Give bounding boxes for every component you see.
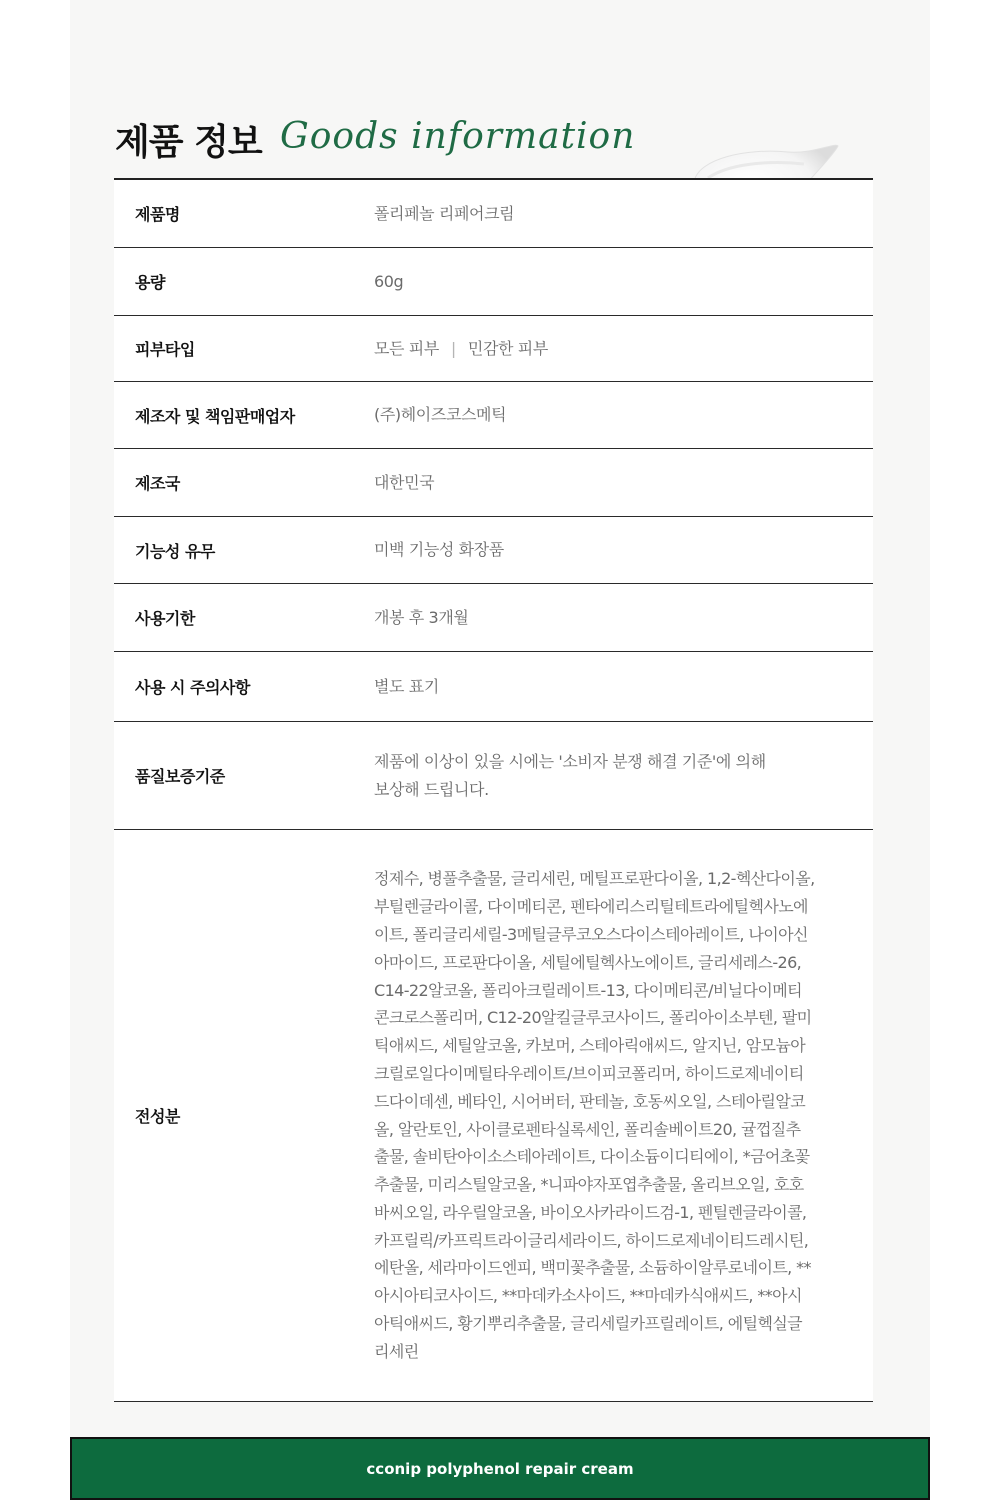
row-precautions <box>114 652 873 722</box>
row-ingredients <box>114 830 873 1402</box>
row-quality-guarantee <box>114 722 873 830</box>
row-label: 제품명 <box>135 205 180 224</box>
row-country <box>114 449 873 517</box>
row-label: 피부타입 <box>135 340 195 359</box>
ingredient-line: 바씨오일, 라우릴알코올, 바이오사카라이드검-1, 펜틸렌글라이콜, <box>374 1202 807 1222</box>
row-value: 60g <box>374 271 404 291</box>
product-info-table <box>114 178 873 1402</box>
ingredient-line: 추출물, 미리스틸알코올, *니파야자포엽추출물, 올리브오일, 호호 <box>374 1175 804 1195</box>
ingredient-line: 크릴로일다이메틸타우레이트/브이피코폴리머, 하이드로제네이티 <box>374 1063 804 1083</box>
ingredient-line: 카프릴릭/카프릭트라이글리세라이드, 하이드로제네이티드레시틴, <box>374 1230 809 1250</box>
ingredient-line: C14-22알코올, 폴리아크릴레이트-13, 다이메티콘/비닐다이메티 <box>374 980 802 1000</box>
ingredients-list <box>374 865 873 1365</box>
footer-product-name: cconip polyphenol repair cream <box>366 1459 634 1478</box>
value-line: 보상해 드립니다. <box>374 779 489 799</box>
row-label: 기능성 유무 <box>135 541 215 561</box>
divider: | <box>450 338 456 358</box>
ingredient-line: 아틱애씨드, 황기뿌리추출물, 글리세릴카프릴레이트, 에틸헥실글 <box>374 1314 803 1334</box>
ingredient-line: 이트, 폴리글리세릴-3메틸글루코오스다이스테아레이트, 나이아신 <box>374 924 808 944</box>
row-value: 별도 표기 <box>374 676 439 696</box>
row-expiry <box>114 584 873 652</box>
row-value <box>374 748 873 804</box>
row-value: 미백 기능성 화장품 <box>374 540 504 559</box>
row-value: 대한민국 <box>374 472 435 492</box>
section-heading <box>115 102 636 166</box>
row-label: 전성분 <box>135 1107 180 1126</box>
skin-type-b: 민감한 피부 <box>467 338 548 358</box>
row-manufacturer <box>114 382 873 449</box>
heading-title: 제품 정보 <box>115 122 262 163</box>
row-functional <box>114 517 873 584</box>
heading-script-title <box>276 102 636 172</box>
row-label: 사용기한 <box>135 609 195 628</box>
row-label: 품질보증기준 <box>135 767 225 786</box>
ingredient-line: 틱애씨드, 세틸알코올, 카보머, 스테아릭애씨드, 알지닌, 암모늄아 <box>374 1036 806 1056</box>
row-volume <box>114 248 873 316</box>
row-value: (주)헤이즈코스메틱 <box>374 405 507 424</box>
skin-type-a: 모든 피부 <box>374 338 439 358</box>
row-label: 사용 시 주의사항 <box>135 678 250 697</box>
ingredient-line: 드다이데센, 베타인, 시어버터, 판테놀, 호동씨오일, 스테아릴알코 <box>374 1091 806 1111</box>
row-value: 폴리페놀 리페어크림 <box>374 203 515 223</box>
ingredient-line: 에탄올, 세라마이드엔피, 백미꽃추출물, 소듐하이알루로네이트, ** <box>374 1258 811 1278</box>
row-label: 제조국 <box>135 474 180 493</box>
heading-script-text: Goods information <box>279 116 636 157</box>
ingredient-line: 정제수, 병풀추출물, 글리세린, 메틸프로판다이올, 1,2-헥산다이올, <box>374 869 815 889</box>
ingredient-line: 부틸렌글라이콜, 다이메티콘, 펜타에리스리틸테트라에틸헥사노에 <box>374 897 808 917</box>
ingredient-line: 콘크로스폴리머, C12-20알킬글루코사이드, 폴리아이소부텐, 팔미 <box>374 1008 812 1028</box>
footer-banner <box>70 1437 930 1500</box>
row-product-name <box>114 180 873 248</box>
row-value <box>374 335 873 363</box>
ingredient-line: 올, 알란토인, 사이클로펜타실록세인, 폴리솔베이트20, 귤껍질추 <box>374 1119 801 1139</box>
row-skin-type <box>114 316 873 382</box>
row-value: 개봉 후 3개월 <box>374 607 469 627</box>
value-line: 제품에 이상이 있을 시에는 '소비자 분쟁 해결 기준'에 의해 <box>374 751 766 771</box>
ingredient-line: 리세린 <box>374 1341 419 1361</box>
row-label: 제조자 및 책임판매업자 <box>135 406 295 426</box>
ingredient-line: 출물, 솔비탄아이소스테아레이트, 다이소듐이디티에이, *금어초꽃 <box>374 1147 810 1167</box>
row-label: 용량 <box>135 273 165 292</box>
ingredient-line: 아마이드, 프로판다이올, 세틸에틸헥사노에이트, 글리세레스-26, <box>374 952 802 972</box>
ingredient-line: 아시아티코사이드, **마데카소사이드, **마데카식애씨드, **아시 <box>374 1286 802 1306</box>
